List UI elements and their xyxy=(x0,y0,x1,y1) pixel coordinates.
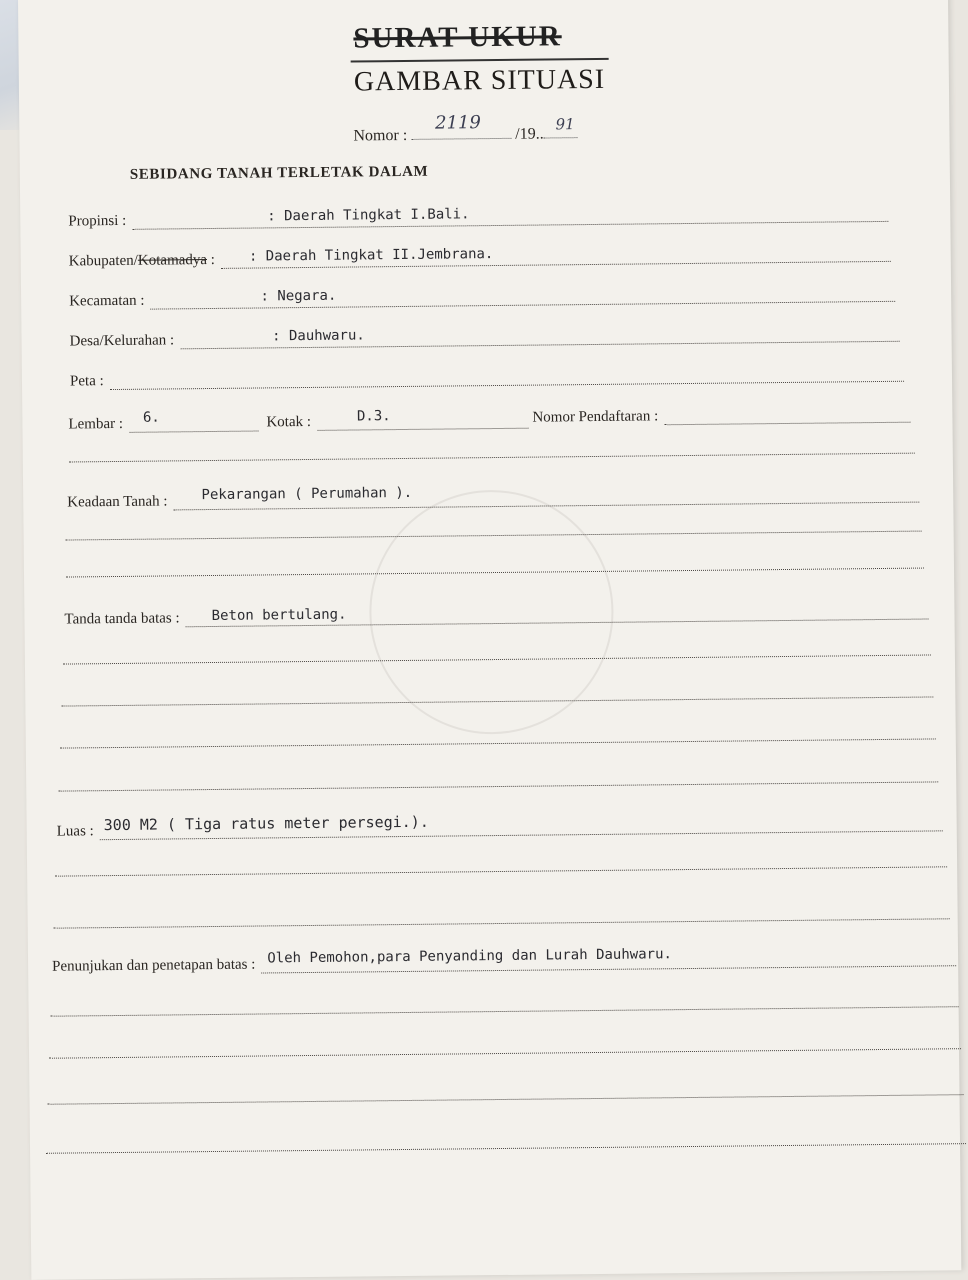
blank-line xyxy=(49,1048,961,1059)
field-kabupaten xyxy=(69,236,891,271)
lembar-label: Lembar : xyxy=(68,415,124,433)
nomor-pendaftaran-line xyxy=(664,404,910,426)
kecamatan-line xyxy=(150,283,895,310)
blank-line xyxy=(58,781,938,791)
luas-value: 300 M2 ( Tiga ratus meter persegi.). xyxy=(103,812,429,835)
field-lembar xyxy=(68,406,258,434)
tanda-batas-line xyxy=(186,601,929,628)
blank-line xyxy=(60,738,936,748)
field-kecamatan xyxy=(69,276,895,311)
kotamadya-struck: Kotamadya xyxy=(137,252,208,269)
nomor-pendaftaran-label: Nomor Pendaftaran : xyxy=(532,408,659,426)
year-value: 91 xyxy=(555,115,575,134)
penunjukan-value: Oleh Pemohon,para Penyanding dan Lurah Dauhwaru. xyxy=(267,946,672,967)
blank-line xyxy=(46,1143,966,1154)
kotak-label: Kotak : xyxy=(266,413,312,431)
desa-label: Desa/Kelurahan : xyxy=(69,332,175,350)
lembar-value: 6. xyxy=(142,409,160,426)
luas-label: Luas : xyxy=(56,823,94,840)
kecamatan-value: : Negara. xyxy=(260,287,337,305)
form-sheet xyxy=(18,0,961,1280)
kabupaten-colon: : xyxy=(206,251,216,269)
desa-line xyxy=(180,323,900,350)
kotak-line xyxy=(317,410,529,431)
field-keadaan-tanah xyxy=(67,477,919,512)
desa-value: : Dauhwaru. xyxy=(271,327,365,345)
year-prefix: /19.. xyxy=(515,125,544,143)
section-heading: SEBIDANG TANAH TERLETAK DALAM xyxy=(129,163,429,183)
penunjukan-line xyxy=(261,947,956,973)
luas-line xyxy=(100,812,943,840)
field-nomor-pendaftaran xyxy=(532,397,910,427)
year-dots xyxy=(544,115,578,138)
field-luas xyxy=(57,805,943,840)
field-penunjukan xyxy=(52,940,956,975)
lembar-line xyxy=(129,409,259,433)
page-title: GAMBAR SITUASI xyxy=(353,63,606,98)
nomor-line xyxy=(353,112,577,145)
propinsi-value: : Daerah Tingkat I.Bali. xyxy=(267,206,470,225)
keadaan-tanah-line xyxy=(173,484,919,511)
blank-line xyxy=(55,866,947,876)
blank-line xyxy=(51,1006,959,1017)
propinsi-line xyxy=(132,203,888,230)
kabupaten-label xyxy=(69,252,221,271)
kabupaten-label-a: Kabupaten/ xyxy=(68,252,138,270)
kabupaten-value: : Daerah Tingkat II.Jembrana. xyxy=(248,246,494,265)
keadaan-tanah-label: Keadaan Tanah : xyxy=(67,493,168,511)
title-struck: SURAT UKUR xyxy=(353,20,562,55)
field-peta xyxy=(70,356,904,391)
field-desa xyxy=(69,316,899,351)
field-tanda-batas xyxy=(64,594,928,629)
kecamatan-label: Kecamatan : xyxy=(69,292,145,310)
blank-line xyxy=(54,918,950,928)
nomor-label: Nomor : xyxy=(353,126,408,145)
tanda-batas-label: Tanda tanda batas : xyxy=(64,610,180,628)
peta-label: Peta : xyxy=(69,373,104,390)
blank-line xyxy=(48,1094,964,1105)
nomor-dots xyxy=(411,112,511,140)
propinsi-label: Propinsi : xyxy=(68,212,127,230)
field-kotak xyxy=(266,403,528,432)
kabupaten-line xyxy=(221,243,891,269)
tanda-batas-value: Beton bertulang. xyxy=(211,606,347,625)
title-rule xyxy=(351,58,609,63)
field-propinsi xyxy=(68,196,888,231)
keadaan-tanah-value: Pekarangan ( Perumahan ). xyxy=(201,484,413,504)
penunjukan-label: Penunjukan dan penetapan batas : xyxy=(52,956,256,975)
kotak-value: D.3. xyxy=(356,408,391,425)
blank-line xyxy=(69,453,915,463)
nomor-value: 2119 xyxy=(434,112,482,134)
peta-line xyxy=(110,363,904,390)
